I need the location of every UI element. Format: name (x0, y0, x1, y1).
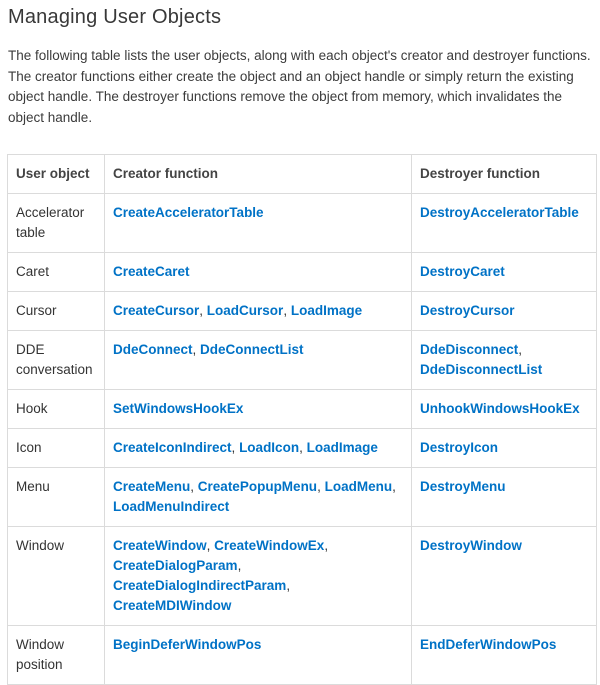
creator-function-link[interactable]: LoadCursor (206, 303, 284, 318)
creator-function-link[interactable]: LoadImage (306, 440, 378, 455)
table-row (8, 626, 597, 685)
destroyer-function-cell (412, 390, 597, 429)
user-object-cell: Hook (8, 390, 105, 429)
link-separator: , (237, 558, 242, 573)
creator-function-cell (105, 429, 412, 468)
page-title: Managing User Objects (8, 6, 222, 28)
table-row (8, 468, 597, 527)
destroyer-function-link[interactable]: DestroyCursor (420, 303, 515, 318)
user-object-cell: Menu (8, 468, 105, 527)
creator-function-link[interactable]: DdeConnect (113, 342, 193, 357)
link-separator: , (283, 303, 291, 318)
table-row (8, 429, 597, 468)
table-header-row (8, 155, 597, 194)
link-separator: , (299, 440, 307, 455)
header-user-object: User object (8, 155, 105, 194)
destroyer-function-link[interactable]: DestroyCaret (420, 264, 505, 279)
destroyer-function-cell (412, 331, 597, 390)
destroyer-function-cell (412, 468, 597, 527)
link-separator: , (518, 342, 523, 357)
creator-function-cell (105, 390, 412, 429)
creator-function-link[interactable]: LoadMenu (324, 479, 393, 494)
user-object-cell: Cursor (8, 292, 105, 331)
destroyer-function-cell (412, 527, 597, 626)
creator-function-link[interactable]: LoadIcon (239, 440, 300, 455)
intro-paragraph: The following table lists the user objects, along with each object's creator and destroyer functions. The creator functions either create the object and an object handle or simply return the existing object handle. The destroyer functions remove the object from memory, which invalidates the object handle. (8, 48, 591, 125)
destroyer-function-link[interactable]: DestroyMenu (420, 479, 506, 494)
table-row (8, 527, 597, 626)
creator-function-link[interactable]: LoadMenuIndirect (113, 499, 230, 514)
table-row (8, 331, 597, 390)
creator-function-cell (105, 253, 412, 292)
creator-function-link[interactable]: DdeConnectList (200, 342, 304, 357)
link-separator: , (392, 479, 396, 494)
table-row (8, 292, 597, 331)
link-separator: , (324, 538, 329, 553)
creator-function-link[interactable]: CreateCursor (113, 303, 200, 318)
creator-function-cell (105, 527, 412, 626)
creator-function-cell (105, 468, 412, 527)
header-creator-function: Creator function (105, 155, 412, 194)
creator-function-link[interactable]: CreateMDIWindow (113, 598, 232, 613)
destroyer-function-link[interactable]: EndDeferWindowPos (420, 637, 557, 652)
creator-function-link[interactable]: CreateDialogParam (113, 558, 238, 573)
creator-function-link[interactable]: LoadImage (290, 303, 363, 318)
creator-function-link[interactable]: CreateMenu (113, 479, 191, 494)
creator-function-cell (105, 194, 412, 253)
destroyer-function-link[interactable]: DestroyAcceleratorTable (420, 205, 579, 220)
link-separator: , (192, 342, 201, 357)
link-separator: , (286, 578, 291, 593)
destroyer-function-cell (412, 194, 597, 253)
creator-function-link[interactable]: CreateCaret (113, 264, 190, 279)
destroyer-function-cell (412, 253, 597, 292)
creator-function-cell (105, 626, 412, 685)
user-object-cell: Icon (8, 429, 105, 468)
destroyer-function-link[interactable]: DdeDisconnect (420, 342, 519, 357)
destroyer-function-link[interactable]: DestroyWindow (420, 538, 522, 553)
user-object-cell: Window (8, 527, 105, 626)
destroyer-function-link[interactable]: DestroyIcon (420, 440, 499, 455)
creator-function-link[interactable]: CreateIconIndirect (113, 440, 232, 455)
user-object-cell: Accelerator table (8, 194, 105, 253)
creator-function-cell (105, 292, 412, 331)
creator-function-link[interactable]: CreateDialogIndirectParam (113, 578, 287, 593)
header-destroyer-function: Destroyer function (412, 155, 597, 194)
creator-function-cell (105, 331, 412, 390)
user-object-cell: Window position (8, 626, 105, 685)
user-object-cell: DDE conversation (8, 331, 105, 390)
destroyer-function-cell (412, 429, 597, 468)
creator-function-link[interactable]: CreatePopupMenu (197, 479, 318, 494)
destroyer-function-link[interactable]: DdeDisconnectList (420, 362, 543, 377)
table-row (8, 253, 597, 292)
table-row (8, 390, 597, 429)
link-separator: , (206, 538, 215, 553)
user-objects-table (7, 154, 597, 685)
link-separator: , (190, 479, 198, 494)
link-separator: , (317, 479, 325, 494)
destroyer-function-cell (412, 292, 597, 331)
creator-function-link[interactable]: SetWindowsHookEx (113, 401, 244, 416)
link-separator: , (231, 440, 240, 455)
destroyer-function-link[interactable]: UnhookWindowsHookEx (420, 401, 580, 416)
destroyer-function-cell (412, 626, 597, 685)
creator-function-link[interactable]: CreateAcceleratorTable (113, 205, 264, 220)
user-object-cell: Caret (8, 253, 105, 292)
creator-function-link[interactable]: CreateWindowEx (214, 538, 325, 553)
creator-function-link[interactable]: CreateWindow (113, 538, 207, 553)
link-separator: , (199, 303, 207, 318)
table-row (8, 194, 597, 253)
creator-function-link[interactable]: BeginDeferWindowPos (113, 637, 262, 652)
